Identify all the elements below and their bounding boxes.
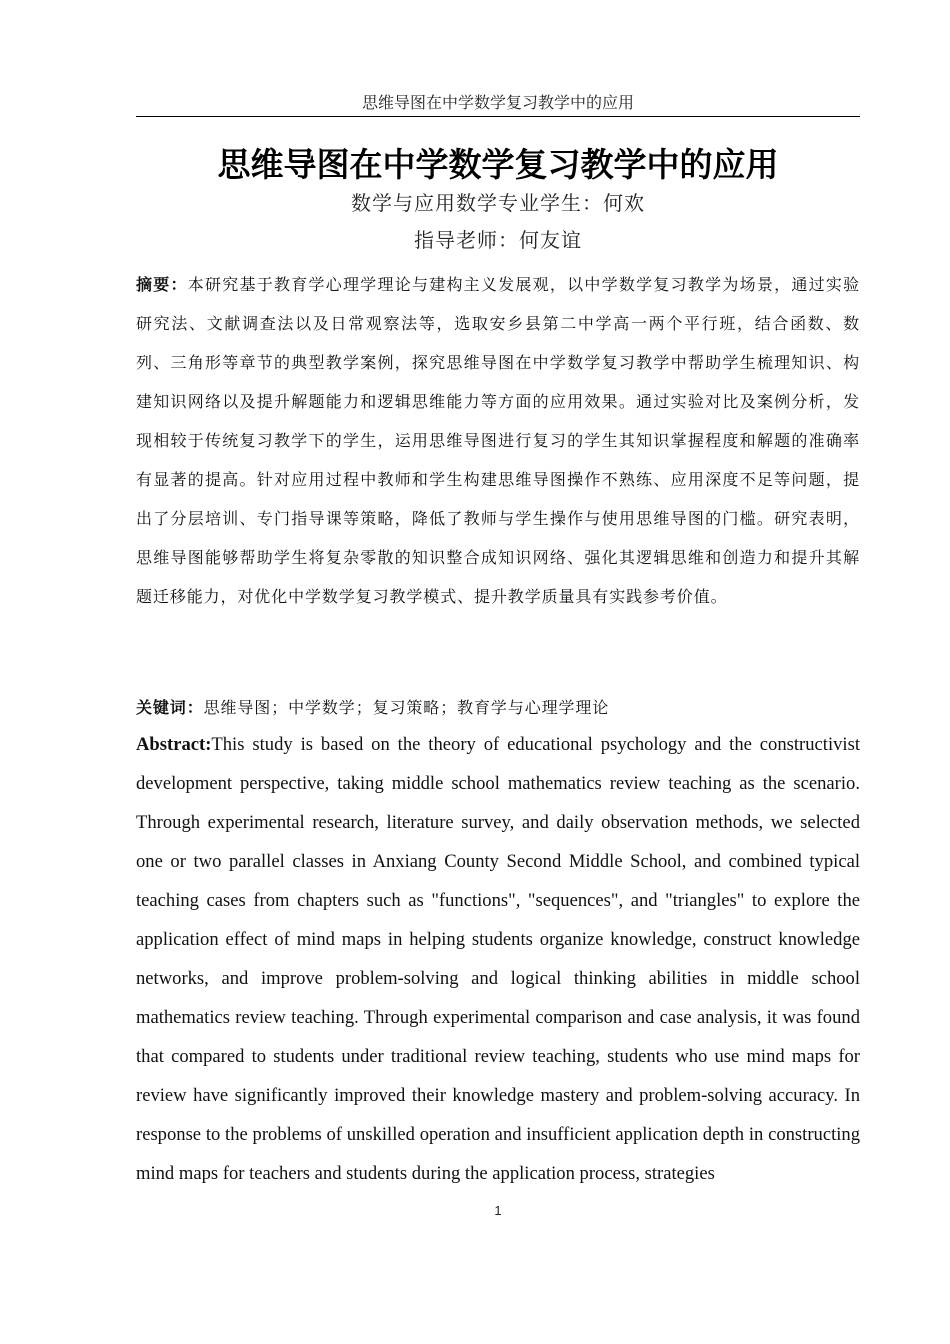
chinese-abstract-label: 摘要： (136, 275, 188, 294)
running-header: 思维导图在中学数学复习教学中的应用 (361, 93, 634, 112)
english-abstract-label: Abstract: (136, 734, 212, 755)
advisor-line: 指导老师：何友谊 (414, 228, 582, 252)
page-number: 1 (494, 1203, 502, 1218)
english-abstract-text: This study is based on the theory of educational psychology and the constructivist development perspective, taking middle school mathematics review teaching as the scenario. Through experimental research, literature survey, and daily observation methods, we selected one or two parallel classes in Anxiang County Second Middle School, and combined typical teaching cases from chapters such as "functions", "sequences", and "triangles" to explore the application effect of mind maps in helping students organize knowledge, construct knowledge networks, and improve problem-solving and logical thinking abilities in middle school mathematics review teaching. Through experimental comparison and case analysis, it was found that compared to students under traditional review teaching, students who use mind maps for review have significantly improved their knowledge mastery and problem-solving accuracy. In response to the problems of unskilled operation and insufficient application depth in constructing mind maps for teachers and students during the application process, strategies (136, 734, 860, 1184)
chinese-keywords-text: 思维导图；中学数学；复习策略；教育学与心理学理论 (203, 698, 610, 717)
english-abstract (136, 725, 860, 1193)
author-line: 数学与应用数学专业学生：何欢 (351, 191, 645, 215)
chinese-keywords-label: 关键词： (136, 698, 204, 717)
chinese-abstract (136, 265, 860, 616)
chinese-keywords (136, 690, 860, 726)
chinese-abstract-text: 本研究基于教育学心理学理论与建构主义发展观，以中学数学复习教学为场景，通过实验研究法、文献调查法以及日常观察法等，选取安乡县第二中学高一两个平行班，结合函数、数列、三角形等章节的典型教学案例，探究思维导图在中学数学复习教学中帮助学生梳理知识、构建知识网络以及提升解题能力和逻辑思维能力等方面的应用效果。通过实验对比及案例分析，发现相较于传统复习教学下的学生，运用思维导图进行复习的学生其知识掌握程度和解题的准确率有显著的提高。针对应用过程中教师和学生构建思维导图操作不熟练、应用深度不足等问题，提出了分层培训、专门指导课等策略，降低了教师与学生操作与使用思维导图的门槛。研究表明，思维导图能够帮助学生将复杂零散的知识整合成知识网络、强化其逻辑思维和创造力和提升其解题迁移能力，对优化中学数学复习教学模式、提升教学质量具有实践参考价值。 (136, 275, 861, 606)
header-rule (136, 116, 860, 117)
paper-title: 思维导图在中学数学复习教学中的应用 (217, 145, 779, 184)
